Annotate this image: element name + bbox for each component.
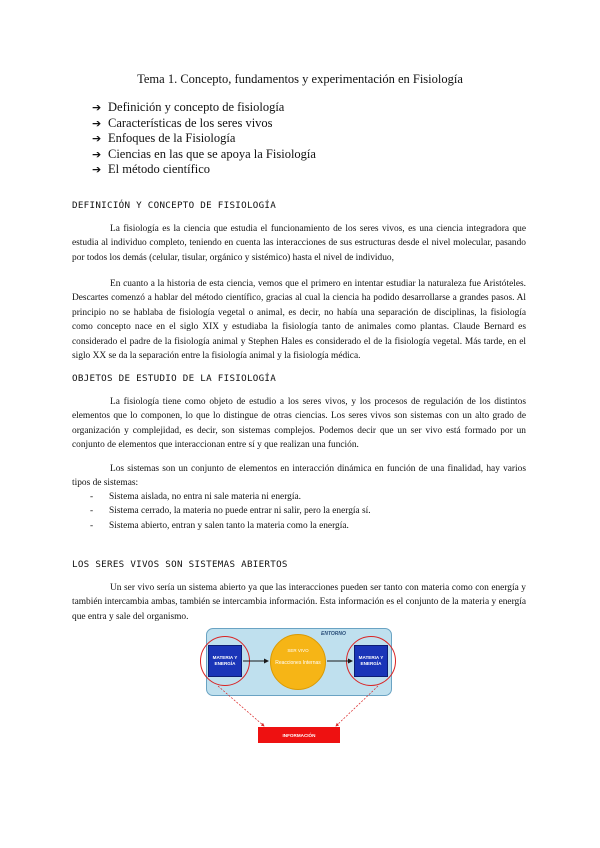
- environment-label: ENTORNO: [321, 631, 346, 637]
- toc-item-label: Enfoques de la Fisiología: [108, 131, 236, 145]
- list-item: [90, 519, 371, 533]
- list-item-text: Sistema abierto, entran y salen tanto la materia como la energía.: [109, 520, 349, 531]
- diagram-connectors: [206, 628, 390, 743]
- system-types-list: [90, 490, 371, 533]
- arrow-right-icon: ➔: [92, 147, 102, 161]
- arrow-right-icon: ➔: [92, 116, 102, 130]
- table-of-contents: [92, 100, 316, 178]
- internal-reactions-label: Reacciones Internas: [275, 660, 321, 666]
- section-heading-sistemas-abiertos: LOS SERES VIVOS SON SISTEMAS ABIERTOS: [72, 559, 288, 570]
- toc-item-label: El método científico: [108, 162, 211, 176]
- toc-item: [92, 116, 316, 132]
- bullet-dash: -: [90, 520, 94, 531]
- open-system-diagram: [206, 628, 390, 743]
- section-heading-definicion: DEFINICIÓN Y CONCEPTO DE FISIOLOGÍA: [72, 200, 277, 211]
- list-item: [90, 504, 371, 518]
- toc-item-label: Características de los seres vivos: [108, 115, 273, 130]
- arrow-right-icon: ➔: [92, 163, 102, 176]
- toc-item-label: Ciencias en las que se apoya la Fisiología: [108, 146, 316, 161]
- left-matter-energy-box: MATERIA Y ENERGÍA: [208, 645, 242, 677]
- section-heading-objetos: OBJETOS DE ESTUDIO DE LA FISIOLOGÍA: [72, 373, 277, 384]
- list-item-text: Sistema cerrado, la materia no puede entrar ni salir, pero la energía sí.: [109, 506, 371, 517]
- list-item: [90, 490, 371, 504]
- page-title: Tema 1. Concepto, fundamentos y experimentación en Fisiología: [137, 72, 463, 86]
- arrow-right-icon: ➔: [92, 101, 102, 114]
- toc-item: [92, 131, 316, 147]
- arrow-right-icon: ➔: [92, 132, 102, 145]
- info-line-left: [218, 686, 264, 726]
- paragraph-ser-vivo: Un ser vivo sería un sistema abierto ya que las interacciones pueden ser tanto con materia como con energía y también intercambia ambas, también se intercambia información. Esta información es el conjunto de la materia y energía que entra y sale del organismo.: [72, 583, 526, 622]
- toc-item: [92, 147, 316, 163]
- toc-item: [92, 100, 316, 116]
- toc-item-label: Definición y concepto de fisiología: [108, 100, 285, 114]
- bullet-dash: -: [90, 492, 94, 502]
- list-item-text: Sistema aislada, no entra ni sale materia ni energía.: [109, 492, 301, 502]
- paragraph-objetos: La fisiología tiene como objeto de estudio a los seres vivos, y los procesos de regulación de los distintos elementos que lo componen, lo que lo distingue de otras ciencias. Los seres vivos son sistemas con un alto grado de organización y complejidad, es decir, son sistemas complejos. Podemos decir que un ser vivo está formado por un conjunto de elementos que interaccionan entre sí y que realizan una función.: [72, 397, 526, 451]
- paragraph-sistemas: Los sistemas son un conjunto de elementos en interacción dinámica en función de una finalidad, hay varios tipos de sistemas:: [72, 464, 526, 489]
- paragraph-definicion: La fisiología es la ciencia que estudia el funcionamiento de los seres vivos, es una ciencia integradora que estudia al individuo completo, teniendo en cuenta las interacciones de sus estructuras desde el nivel molecular, pasando por todos los demás (celular, tisular, orgánico y sistémico) hasta el nivel de individuo,: [72, 224, 526, 263]
- living-being-label: SER VIVO: [287, 648, 309, 653]
- bullet-dash: -: [90, 506, 94, 517]
- info-line-right: [336, 686, 378, 726]
- toc-item: [92, 162, 316, 178]
- right-matter-energy-box: MATERIA Y ENERGÍA: [354, 645, 388, 677]
- information-box: INFORMACIÓN: [258, 727, 340, 743]
- paragraph-historia: En cuanto a la historia de esta ciencia, vemos que el primero en intentar estudiar la naturaleza fue Aristóteles. Descartes comenzó a hablar del método científico, gracias al cual la ciencia ha podido desarrollarse a grandes pasos. Al principio no se hablaba de fisiología vegetal o animal, es decir, no había una separación de disciplinas, la fisiología como concepto nace en el siglo XIX y estudiaba la fisiología tanto de animales como plantas. Claude Bernard es considerado el padre de la fisiología animal y Stephen Hales es considerado el de la fisiología vegetal. Más tarde, en el siglo XX se da la separación entre la fisiología animal y la fisiología médica.: [72, 279, 526, 362]
